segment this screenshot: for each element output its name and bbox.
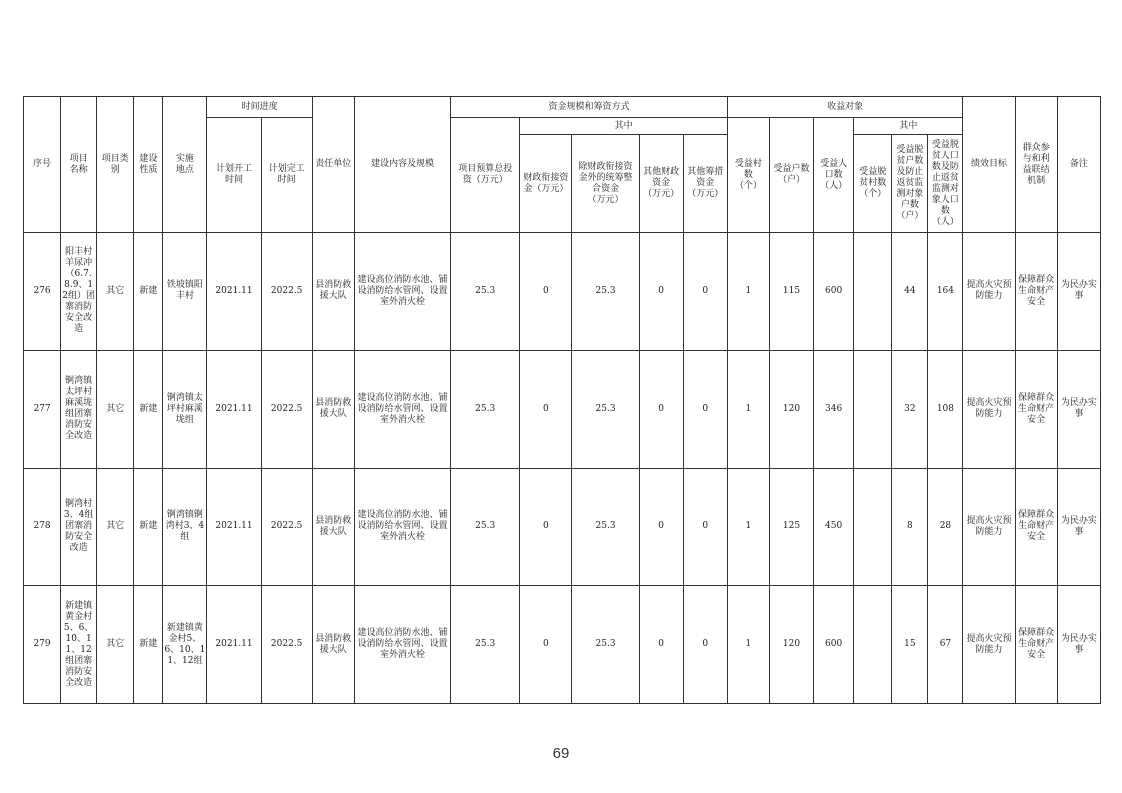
header-budget: 项目预算总投 资（万元） (451, 118, 520, 233)
cell-fiscal: 0 (520, 468, 572, 586)
cell-location: 新建镇黄金村5、6、10、11、12组 (163, 586, 207, 704)
cell-fiscal: 0 (520, 586, 572, 704)
cell-other-fiscal: 0 (639, 350, 683, 468)
cell-type: 其它 (97, 233, 134, 351)
cell-villages: 1 (727, 586, 769, 704)
cell-fiscal: 0 (520, 233, 572, 351)
cell-content: 建设高位消防水池、铺设消防给水管网、设置室外消火栓 (354, 233, 450, 351)
cell-nature: 新建 (134, 233, 163, 351)
table-row (24, 233, 1101, 351)
page-number: 69 (552, 745, 570, 762)
cell-poor-villages (854, 350, 892, 468)
header-build-nature: 建设 性质 (134, 97, 163, 233)
cell-unit: 县消防救援大队 (312, 233, 354, 351)
header-beneficiary: 收益对象 (727, 97, 963, 118)
cell-poor-villages (854, 468, 892, 586)
cell-integrated: 25.3 (572, 233, 639, 351)
header-seq: 序号 (24, 97, 61, 233)
cell-end: 2022.5 (261, 350, 312, 468)
cell-population: 600 (814, 586, 854, 704)
header-funding: 资金规模和筹资方式 (451, 97, 728, 118)
header-other-fiscal: 其他财政 资金 （万元） (639, 135, 683, 233)
cell-other-raised: 0 (683, 468, 727, 586)
cell-other-raised: 0 (683, 233, 727, 351)
cell-fiscal: 0 (520, 350, 572, 468)
cell-seq: 277 (24, 350, 61, 468)
header-population: 受益人 口数 （人） (814, 118, 854, 233)
cell-integrated: 25.3 (572, 586, 639, 704)
cell-remark: 为民办实事 (1057, 233, 1100, 351)
cell-seq: 276 (24, 233, 61, 351)
cell-location: 锕湾镇太坪村麻溪垅组 (163, 350, 207, 468)
cell-other-fiscal: 0 (639, 233, 683, 351)
cell-goal: 提高火灾预防能力 (963, 468, 1015, 586)
header-location: 实施 地点 (163, 97, 207, 233)
cell-remark: 为民办实事 (1057, 586, 1100, 704)
cell-unit: 县消防救援大队 (312, 350, 354, 468)
cell-name: 锕湾村3、4组团寨消防安全改造 (61, 468, 97, 586)
cell-start: 2021.11 (207, 350, 261, 468)
cell-poor-villages (854, 586, 892, 704)
cell-other-raised: 0 (683, 586, 727, 704)
header-goal: 绩效目标 (963, 97, 1015, 233)
cell-content: 建设高位消防水池、铺设消防给水管网、设置室外消火栓 (354, 586, 450, 704)
header-plan-start: 计划开工 时间 (207, 118, 261, 233)
cell-unit: 县消防救援大队 (312, 586, 354, 704)
cell-villages: 1 (727, 350, 769, 468)
header-beneficiary-of-which: 其中 (854, 118, 963, 135)
cell-type: 其它 (97, 468, 134, 586)
cell-other-fiscal: 0 (639, 468, 683, 586)
cell-poor-villages (854, 233, 892, 351)
header-villages: 受益村 数 （个） (727, 118, 769, 233)
cell-type: 其它 (97, 586, 134, 704)
cell-households: 120 (769, 350, 813, 468)
cell-population: 450 (814, 468, 854, 586)
cell-other-raised: 0 (683, 350, 727, 468)
project-table (23, 96, 1101, 704)
cell-poor-population: 164 (928, 233, 963, 351)
cell-remark: 为民办实事 (1057, 468, 1100, 586)
header-fiscal-linked: 财政衔接资 金（万元） (520, 135, 572, 233)
cell-villages: 1 (727, 468, 769, 586)
header-project-type: 项目类 别 (97, 97, 134, 233)
cell-integrated: 25.3 (572, 468, 639, 586)
cell-budget: 25.3 (451, 586, 520, 704)
cell-content: 建设高位消防水池、铺设消防给水管网、设置室外消火栓 (354, 350, 450, 468)
header-mechanism: 群众参 与和利 益联结 机制 (1015, 97, 1057, 233)
cell-goal: 提高火灾预防能力 (963, 233, 1015, 351)
cell-seq: 278 (24, 468, 61, 586)
cell-poor-households: 44 (892, 233, 928, 351)
header-households: 受益户数 （户） (769, 118, 813, 233)
header-remarks: 备注 (1057, 97, 1100, 233)
cell-poor-population: 108 (928, 350, 963, 468)
header-other-raised: 其他筹措 资金 （万元） (683, 135, 727, 233)
cell-type: 其它 (97, 350, 134, 468)
cell-poor-population: 67 (928, 586, 963, 704)
header-project-name: 项目 名称 (61, 97, 97, 233)
cell-end: 2022.5 (261, 233, 312, 351)
cell-mechanism: 保障群众生命财产安全 (1015, 586, 1057, 704)
cell-budget: 25.3 (451, 233, 520, 351)
cell-name: 新建镇黄金村5、6、10、11、12组团寨消防安全改造 (61, 586, 97, 704)
cell-budget: 25.3 (451, 468, 520, 586)
header-plan-end: 计划完工 时间 (261, 118, 312, 233)
cell-name: 阳丰村羊尿冲（6.7.8.9、12组）团寨消防安全改造 (61, 233, 97, 351)
table-row (24, 350, 1101, 468)
header-schedule: 时间进度 (207, 97, 312, 118)
cell-poor-households: 15 (892, 586, 928, 704)
header-poor-villages: 受益脱 贫村数 （个） (854, 135, 892, 233)
cell-location: 铁坡镇阳丰村 (163, 233, 207, 351)
cell-remark: 为民办实事 (1057, 350, 1100, 468)
cell-unit: 县消防救援大队 (312, 468, 354, 586)
cell-households: 115 (769, 233, 813, 351)
cell-nature: 新建 (134, 350, 163, 468)
cell-name: 锕湾镇太坪村麻溪垅组团寨消防安全改造 (61, 350, 97, 468)
header-content: 建设内容及规模 (354, 97, 450, 233)
cell-population: 600 (814, 233, 854, 351)
cell-budget: 25.3 (451, 350, 520, 468)
cell-start: 2021.11 (207, 468, 261, 586)
cell-end: 2022.5 (261, 468, 312, 586)
cell-location: 锕湾镇锕湾村3、4组 (163, 468, 207, 586)
cell-households: 120 (769, 586, 813, 704)
cell-end: 2022.5 (261, 586, 312, 704)
cell-poor-households: 32 (892, 350, 928, 468)
cell-nature: 新建 (134, 468, 163, 586)
cell-other-fiscal: 0 (639, 586, 683, 704)
header-responsible: 责任单位 (312, 97, 354, 233)
cell-mechanism: 保障群众生命财产安全 (1015, 350, 1057, 468)
cell-seq: 279 (24, 586, 61, 704)
header-poor-households: 受益脱 贫户数 及防止 返贫监 测对象 户数 （户） (892, 135, 928, 233)
cell-content: 建设高位消防水池、铺设消防给水管网、设置室外消火栓 (354, 468, 450, 586)
cell-mechanism: 保障群众生命财产安全 (1015, 233, 1057, 351)
cell-goal: 提高火灾预防能力 (963, 586, 1015, 704)
cell-start: 2021.11 (207, 233, 261, 351)
cell-poor-population: 28 (928, 468, 963, 586)
header-poor-population: 受益脱 贫人口 数及防 止返贫 监测对 象人口 数 （人） (928, 135, 963, 233)
header-funding-of-which: 其中 (520, 118, 728, 135)
cell-mechanism: 保障群众生命财产安全 (1015, 468, 1057, 586)
cell-nature: 新建 (134, 586, 163, 704)
cell-goal: 提高火灾预防能力 (963, 350, 1015, 468)
cell-poor-households: 8 (892, 468, 928, 586)
cell-integrated: 25.3 (572, 350, 639, 468)
table-row (24, 468, 1101, 586)
table-row (24, 586, 1101, 704)
cell-population: 346 (814, 350, 854, 468)
header-other-integrated: 除财政衔接资 金外的统筹整 合资金 （万元） (572, 135, 639, 233)
cell-start: 2021.11 (207, 586, 261, 704)
cell-households: 125 (769, 468, 813, 586)
cell-villages: 1 (727, 233, 769, 351)
